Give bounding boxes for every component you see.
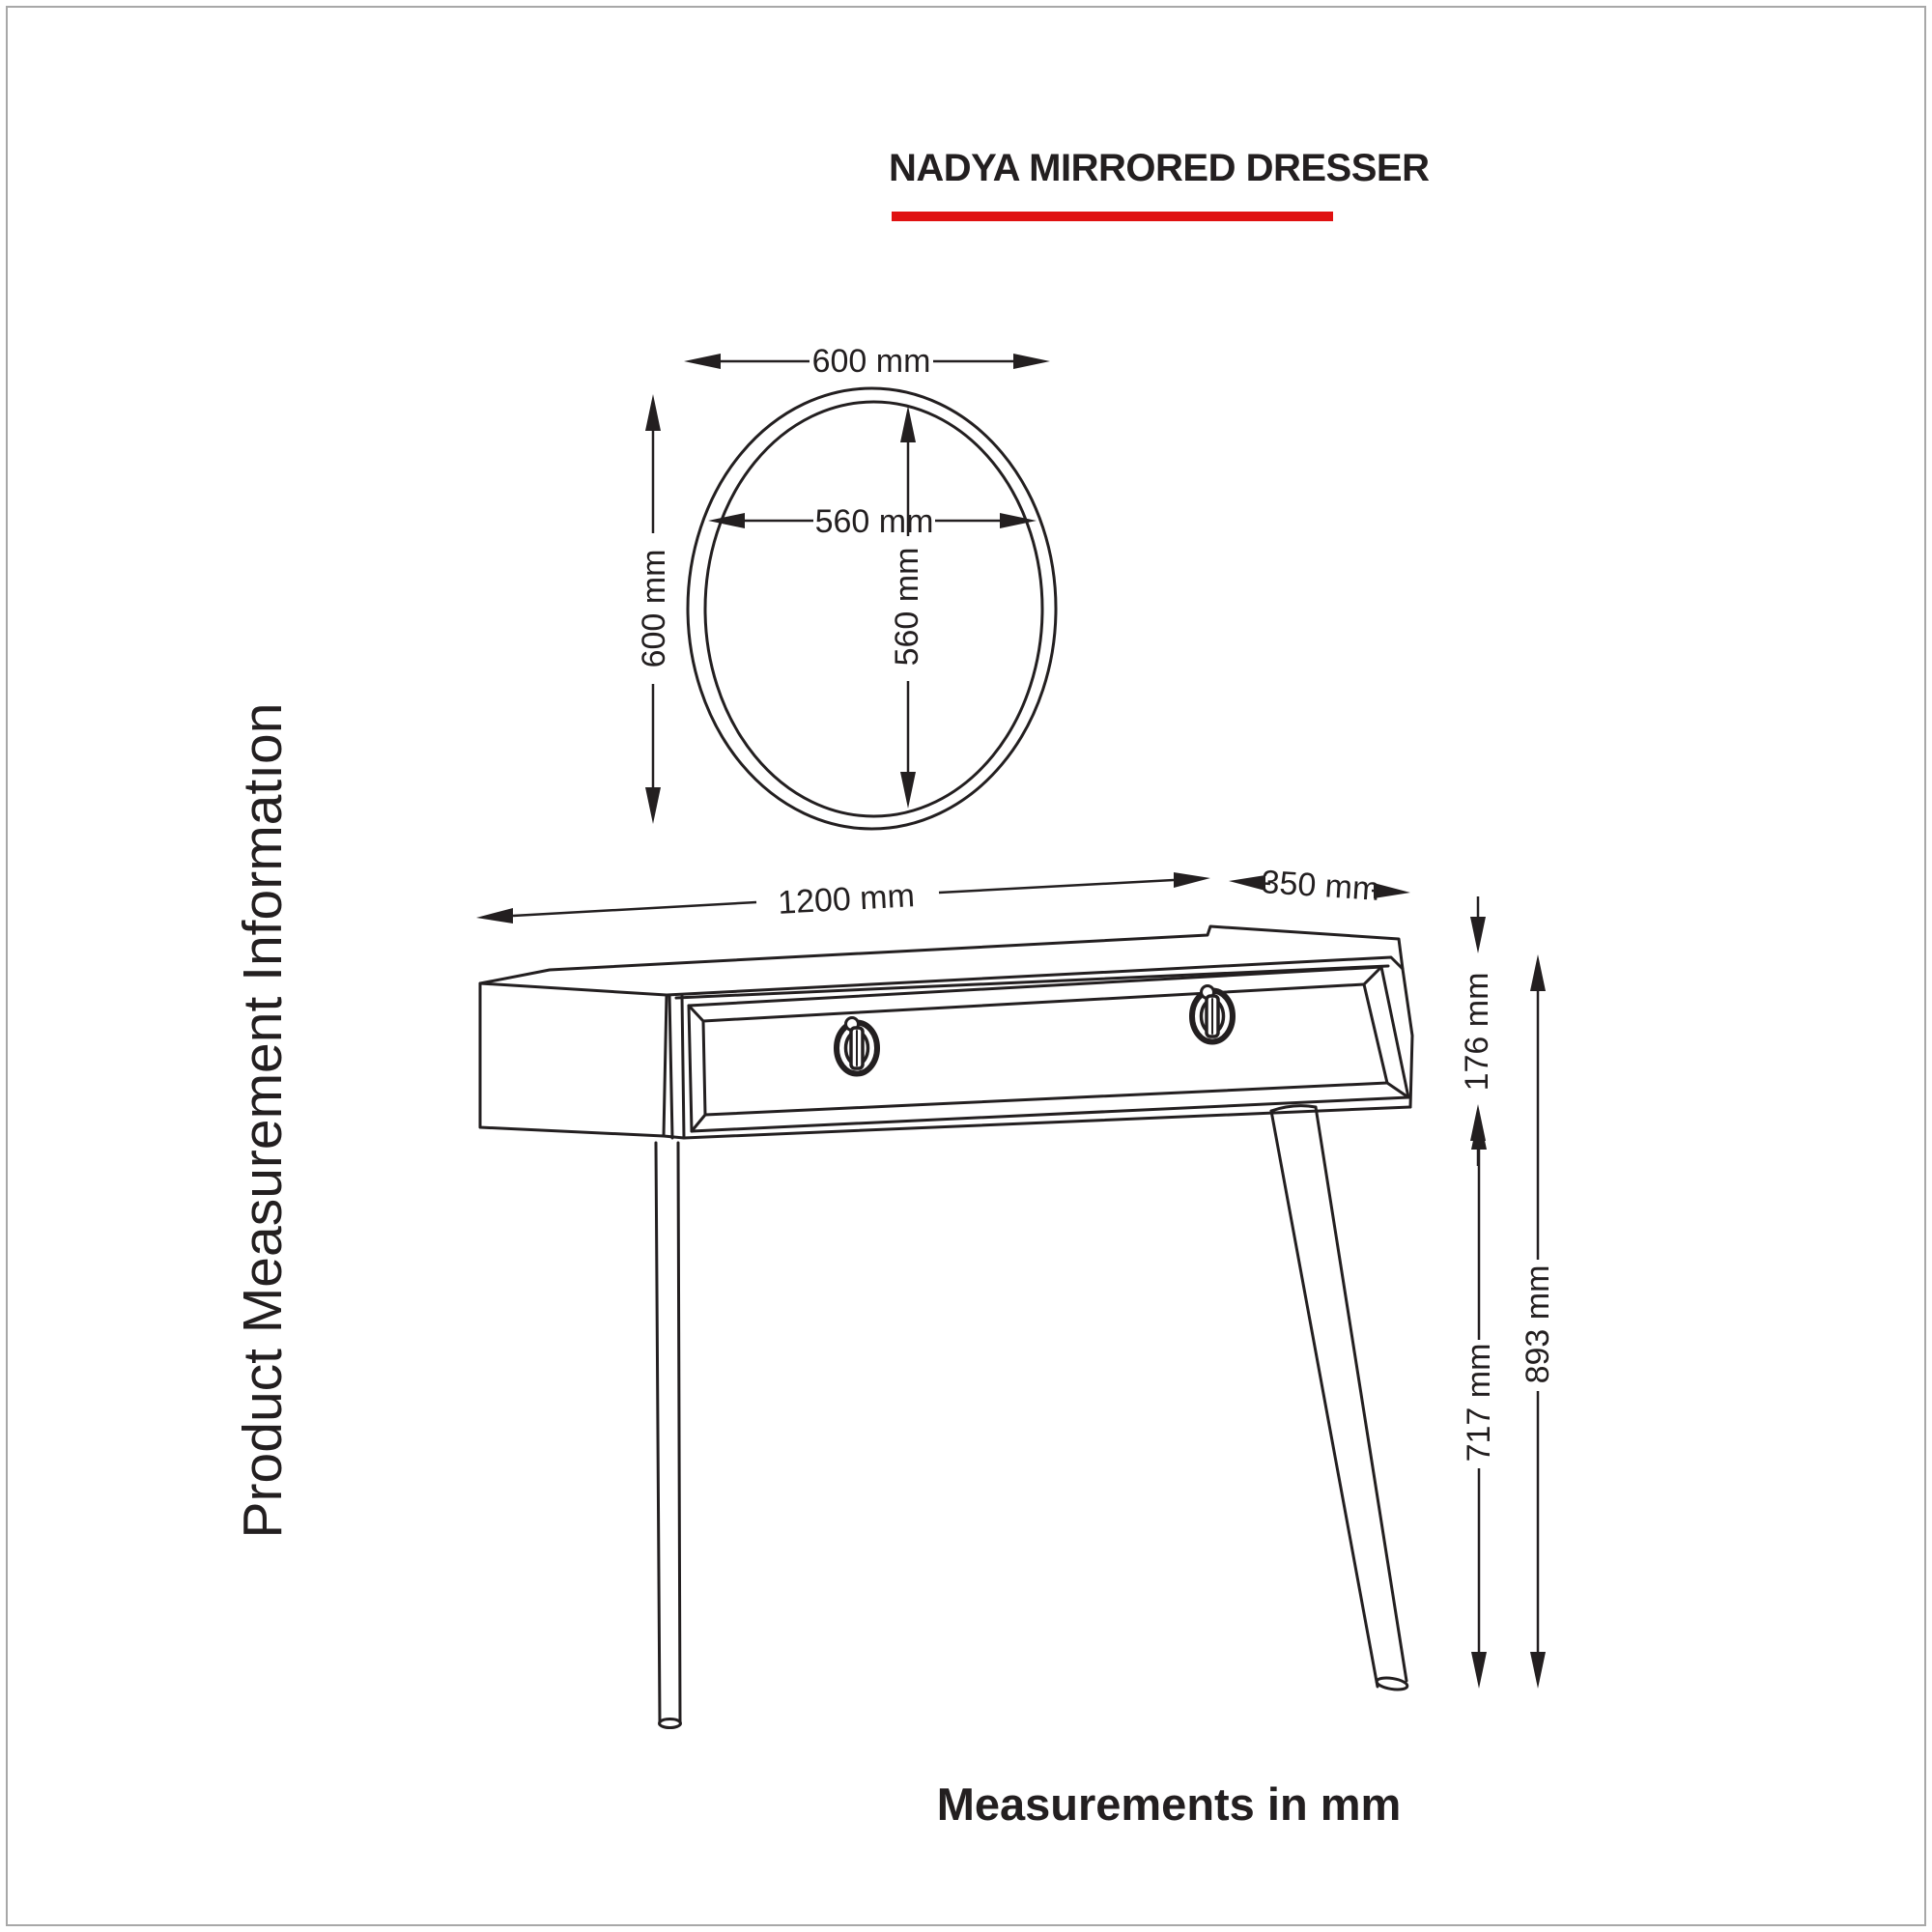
arrowhead — [476, 908, 513, 923]
units-note: Measurements in mm — [936, 1778, 1402, 1830]
drawer-inner-panel — [703, 984, 1387, 1115]
arrowhead — [645, 394, 661, 431]
mirror-inner-height-dimension — [889, 406, 925, 809]
arrowhead — [708, 513, 745, 528]
side-caption: Product Measurement Informatıon — [232, 702, 294, 1539]
arrowhead — [1000, 513, 1037, 528]
mirror-inner-width-dimension — [708, 503, 1037, 540]
mirror-diagram — [636, 343, 1056, 829]
dresser-diagram — [476, 864, 1556, 1727]
arrowhead — [1471, 1652, 1487, 1689]
dresser-leg-height-label: 717 mm — [1461, 1343, 1497, 1463]
drawer-handle-right — [1192, 986, 1233, 1042]
dresser-depth-label: 350 mm — [1260, 864, 1381, 908]
arrowhead — [1530, 954, 1546, 991]
arrowhead — [900, 772, 916, 809]
dresser-width-label: 1200 mm — [777, 877, 916, 922]
mirror-height-label: 600 mm — [636, 549, 672, 668]
arrowhead — [900, 406, 916, 442]
arrowhead — [645, 787, 661, 824]
mirror-height-dimension — [636, 394, 672, 824]
arrowhead — [1013, 354, 1050, 369]
mirror-inner-height-label: 560 mm — [889, 547, 925, 667]
mirror-width-dimension — [684, 343, 1050, 380]
dresser-depth-dimension — [1229, 864, 1410, 908]
dresser-total-height-dimension — [1520, 954, 1556, 1689]
front-left-leg — [656, 1143, 681, 1728]
arrowhead — [1174, 872, 1210, 888]
dresser-left-panel — [480, 983, 667, 1136]
right-leg — [1271, 1106, 1408, 1691]
dresser-body-height-label: 176 mm — [1459, 972, 1495, 1092]
page-title: NADYA MIRRORED DRESSER — [889, 147, 1430, 189]
dresser-leg-height-dimension — [1461, 1113, 1497, 1689]
arrowhead — [684, 354, 721, 369]
mirror-width-label: 600 mm — [811, 343, 931, 380]
dresser-total-height-label: 893 mm — [1520, 1264, 1556, 1384]
mirror-outer-ring — [688, 388, 1056, 829]
dresser-divider — [669, 995, 684, 1138]
dresser-width-dimension — [476, 872, 1210, 923]
arrowhead — [1530, 1652, 1546, 1689]
mirror-inner-ring — [705, 402, 1042, 816]
dresser-carcass-top-strip — [676, 966, 1388, 998]
drawer-handle-left — [837, 1018, 877, 1074]
mirror-inner-width-label: 560 mm — [814, 503, 934, 540]
arrowhead — [1470, 917, 1486, 953]
